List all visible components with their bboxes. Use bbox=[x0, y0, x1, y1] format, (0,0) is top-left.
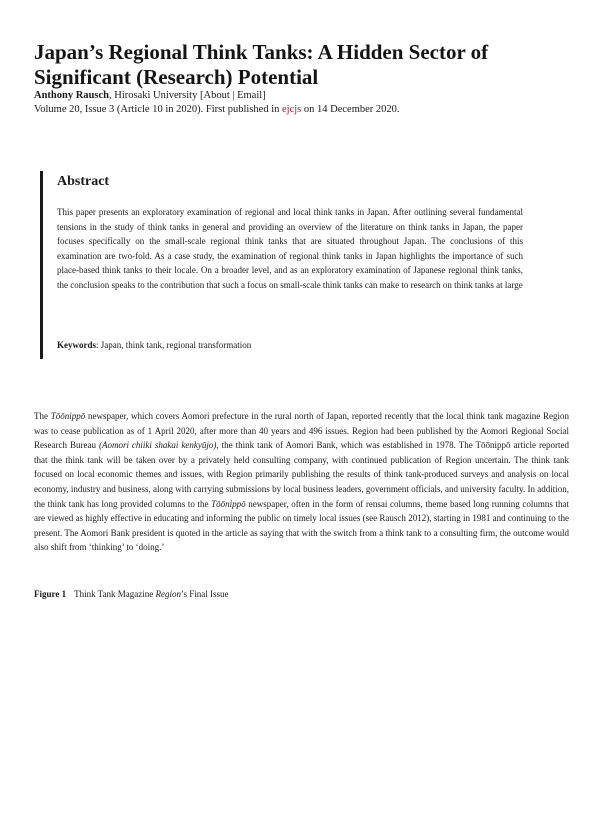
figure-caption-text: Think Tank Magazine bbox=[74, 589, 156, 599]
body-paragraph bbox=[34, 409, 569, 555]
link-separator: | bbox=[229, 90, 238, 101]
newspaper-name: Tōōnippō bbox=[50, 411, 86, 421]
body-text-part: newspaper, often in the form of rensai columns, theme based long running columns that are viewed as highly effective in educating and informing the public on timely local issues (see Rausch 2012), starting in 1981 and continuing to the present. The Aomori Bank president is quoted in the article as saying that with the switch from a think tank to a consulting firm, the outcome would also shift from ‘thinking’ to ‘doing.’ bbox=[34, 498, 569, 553]
figure-label: Figure 1 bbox=[34, 589, 67, 599]
abstract-heading: Abstract bbox=[57, 174, 110, 189]
abstract-text: This paper presents an exploratory examination of regional and local think tanks in Japan. After outlining several fundamental tensions in the study of think tanks in general and providing an overview of the literature on think tanks in Japan, the paper focuses specifically on the small-scale regional think tanks that are situated throughout Japan. The conclusions of this examination are two-fold. As a case study, the examination of regional think tanks in Japan highlights the importance of such place-based think tanks to their locale. On a broader level, and as an exploratory examination of Japanese regional think tanks, the conclusion speaks to the contribution that such a focus on small-scale think tanks can make to research on think tanks at large bbox=[57, 207, 523, 290]
email-link[interactable]: Email] bbox=[237, 90, 266, 101]
keywords bbox=[57, 338, 523, 352]
volume-suffix: on 14 December 2020. bbox=[301, 104, 400, 115]
author-affiliation: , Hirosaki University bbox=[108, 90, 200, 101]
journal-link[interactable]: ejcjs bbox=[282, 104, 302, 115]
newspaper-name: Tōōnippō bbox=[211, 498, 246, 509]
about-link[interactable]: [About bbox=[199, 90, 230, 101]
publication-info bbox=[34, 103, 400, 117]
figure-caption bbox=[34, 587, 229, 601]
abstract-section bbox=[40, 171, 533, 359]
body-text-part: newspaper, which covers Aomori prefecture in the rural north of Japan, reported recently that the local think tank magazine Region was to cease publication as of 1 April 2020, after more than 40 years and 496 issues. Region had been published by the Aomori Regional Social Research Bureau bbox=[34, 411, 570, 451]
author-line bbox=[34, 89, 266, 103]
keywords-label: Keywords bbox=[57, 340, 96, 350]
author-name: Anthony Rausch bbox=[34, 90, 109, 101]
figure-caption-text: ’s Final Issue bbox=[181, 589, 229, 599]
figure-caption-italic: Region bbox=[155, 589, 182, 599]
volume-prefix: Volume 20, Issue 3 (Article 10 in 2020). First published in bbox=[34, 104, 282, 115]
bureau-japanese-name: (Aomori chiiki shakai kenkyūjo) bbox=[98, 440, 217, 451]
body-lead: The bbox=[34, 411, 51, 421]
body-text-part: , the think tank of Aomori Bank, which was established in 1978. The Tōōnippō article reported that the think tank will be taken over by a privately held consulting company, with continued publication of Region uncertain. The think tank focused on local economic themes and issues, with Region primarily publishing the results of think tank-produced surveys and analysis on local economy, industry and business, along with carrying submissions by local business leaders, government officials, and university faculty. In addition, the think tank has long provided columns to the bbox=[34, 440, 569, 509]
keywords-list: : Japan, think tank, regional transformation bbox=[96, 340, 252, 350]
article-title: Japan’s Regional Think Tanks: A Hidden Sector of Significant (Research) Potential bbox=[34, 40, 489, 89]
